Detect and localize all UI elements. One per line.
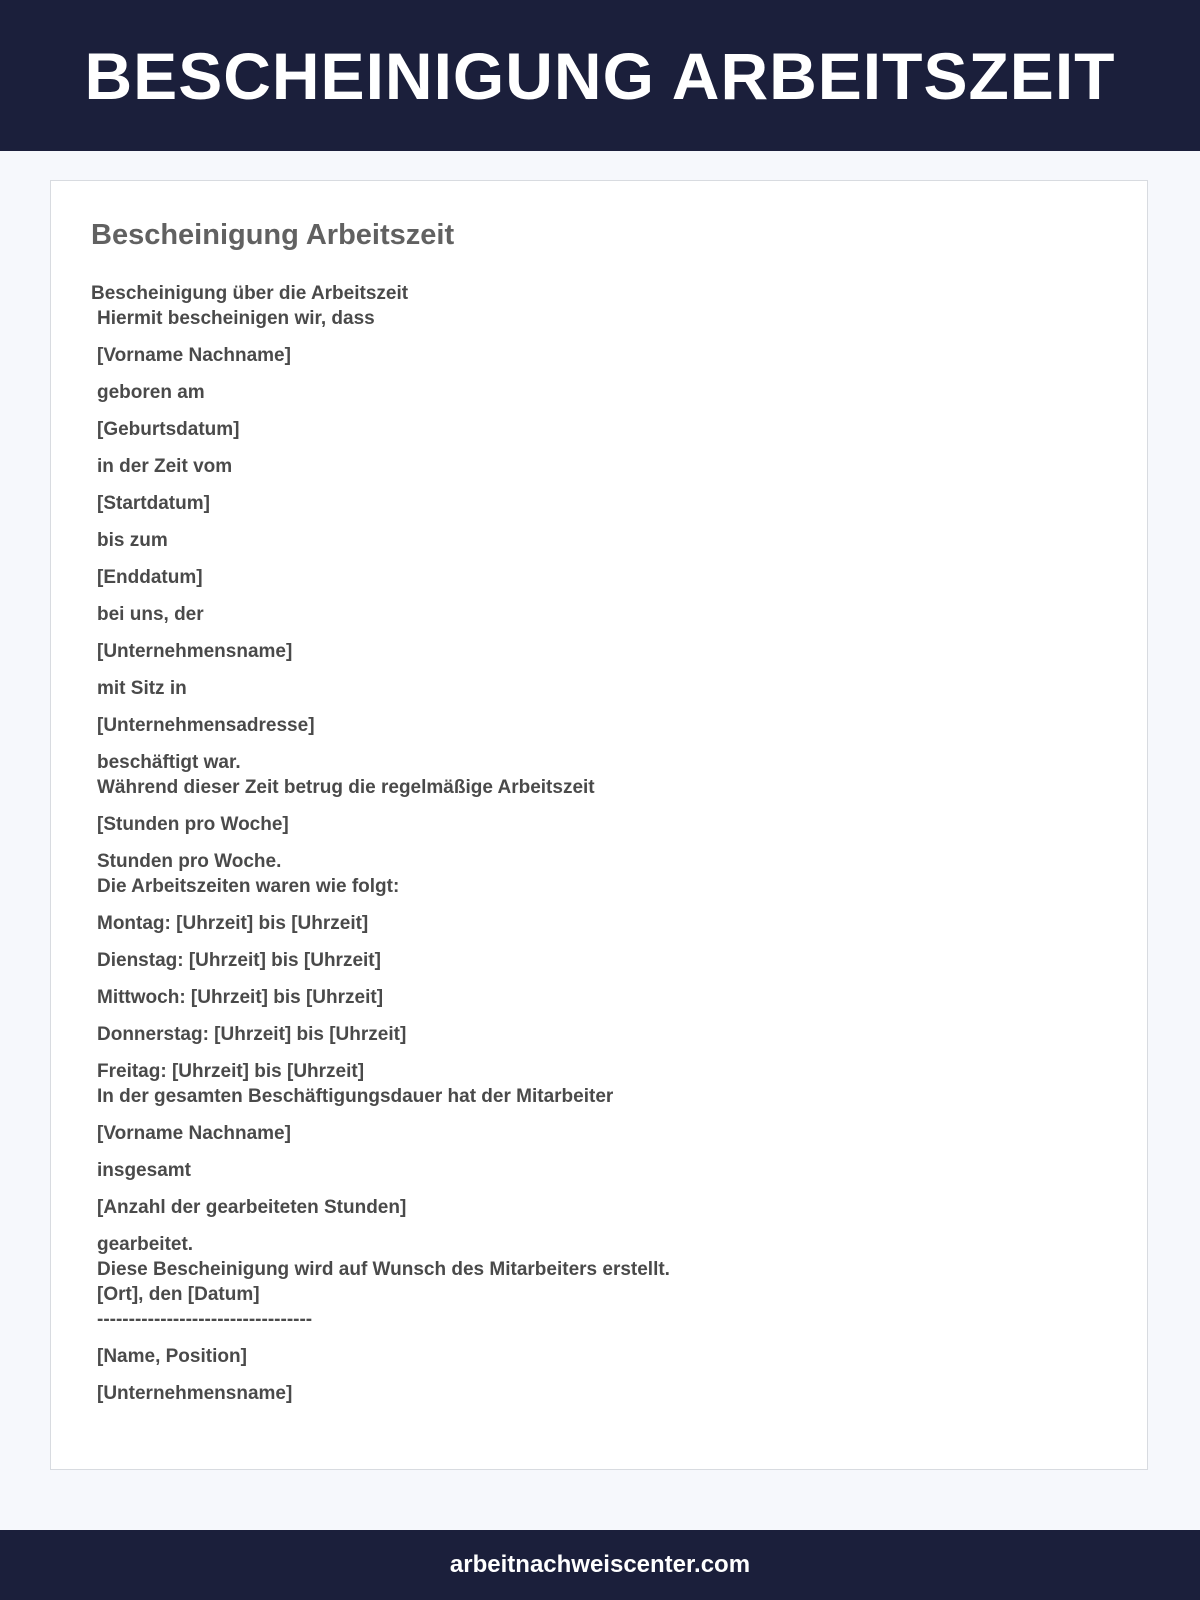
placeholder-employee-name: [Vorname Nachname]: [97, 345, 291, 366]
text-line: bis zum: [97, 530, 168, 551]
placeholder-hours-per-week: [Stunden pro Woche]: [97, 814, 289, 835]
placeholder-employee-name: [Vorname Nachname]: [97, 1123, 291, 1144]
document-body: [91, 281, 1091, 1406]
text-line: gearbeitet.: [97, 1234, 194, 1255]
schedule-wednesday: Mittwoch: [Uhrzeit] bis [Uhrzeit]: [97, 987, 384, 1008]
schedule-tuesday: Dienstag: [Uhrzeit] bis [Uhrzeit]: [97, 950, 381, 971]
placeholder-end-date: [Enddatum]: [97, 567, 203, 588]
placeholder-start-date: [Startdatum]: [97, 493, 210, 514]
text-line: Diese Bescheinigung wird auf Wunsch des Mitarbeiters erstellt.: [97, 1259, 670, 1280]
place-date-line: [Ort], den [Datum]: [97, 1284, 260, 1305]
text-line: mit Sitz in: [97, 678, 187, 699]
schedule-friday: Freitag: [Uhrzeit] bis [Uhrzeit]: [97, 1061, 365, 1082]
page-header: [0, 0, 1200, 151]
placeholder-company-name: [Unternehmensname]: [97, 641, 293, 662]
text-line: In der gesamten Beschäftigungsdauer hat der Mitarbeiter: [97, 1086, 614, 1107]
text-line: Während dieser Zeit betrug die regelmäßige Arbeitszeit: [97, 777, 595, 798]
placeholder-company-name: [Unternehmensname]: [97, 1383, 293, 1404]
page-footer: [0, 1530, 1200, 1600]
schedule-thursday: Donnerstag: [Uhrzeit] bis [Uhrzeit]: [97, 1024, 407, 1045]
placeholder-company-address: [Unternehmensadresse]: [97, 715, 315, 736]
footer-site: arbeitnachweiscenter.com: [449, 1551, 751, 1578]
schedule-monday: Montag: [Uhrzeit] bis [Uhrzeit]: [97, 913, 369, 934]
text-line: Die Arbeitszeiten waren wie folgt:: [97, 876, 400, 897]
intro-heading: Bescheinigung über die Arbeitszeit: [91, 283, 409, 304]
text-line: bei uns, der: [97, 604, 204, 625]
placeholder-birthdate: [Geburtsdatum]: [97, 419, 240, 440]
text-line: Stunden pro Woche.: [97, 851, 282, 872]
document-title: Bescheinigung Arbeitszeit: [91, 219, 455, 251]
signature-line: ----------------------------------: [97, 1309, 313, 1330]
placeholder-total-hours: [Anzahl der gearbeiteten Stunden]: [97, 1197, 407, 1218]
text-line: Hiermit bescheinigen wir, dass: [97, 308, 375, 329]
text-line: beschäftigt war.: [97, 752, 241, 773]
text-line: in der Zeit vom: [97, 456, 233, 477]
text-line: insgesamt: [97, 1160, 191, 1181]
placeholder-signer-name: [Name, Position]: [97, 1346, 247, 1367]
document-card: [50, 180, 1148, 1470]
header-title: BESCHEINIGUNG ARBEITSZEIT: [84, 38, 1116, 113]
text-line: geboren am: [97, 382, 205, 403]
